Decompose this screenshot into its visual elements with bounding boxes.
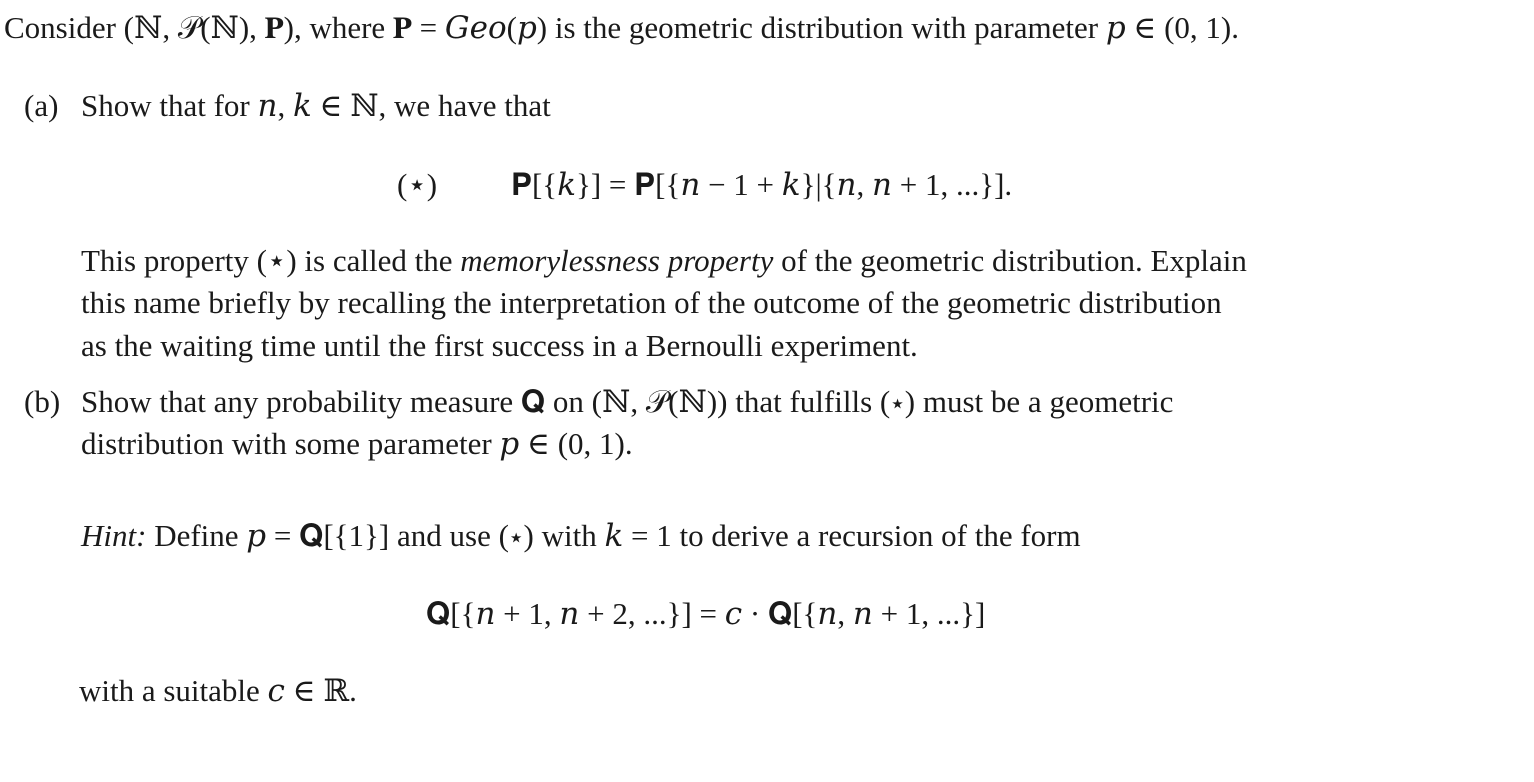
part-b-line2: distribution with some parameter 𝑝 ∈ (0, 1). xyxy=(81,426,633,461)
hint-text: Define 𝑝 = 𝐐[{1}] and use (⋆) with 𝑘 = 1 to derive a recursion of the form xyxy=(146,518,1081,553)
part-b-label: (b) xyxy=(24,384,61,419)
equation-tag: (⋆) xyxy=(397,167,438,202)
part-a-label: (a) xyxy=(24,88,59,123)
closing-line: with a suitable 𝑐 ∈ ℝ. xyxy=(79,673,357,708)
part-a-explain-line3: as the waiting time until the first success in a Bernoulli experiment. xyxy=(81,328,918,363)
explain-prefix: This property (⋆) is called the xyxy=(81,243,461,278)
explain-suffix: of the geometric distribution. Explain xyxy=(773,243,1247,278)
memorylessness-equation: 𝐏[{𝑘}] = 𝐏[{𝑛 − 1 + 𝑘}|{𝑛, 𝑛 + 1, ...}]. xyxy=(511,167,1013,202)
explain-emphasis: memorylessness property xyxy=(460,243,774,278)
part-a-explain-line2: this name briefly by recalling the interpretation of the outcome of the geometric distribution xyxy=(81,285,1222,320)
part-a-statement: Show that for 𝑛, 𝑘 ∈ ℕ, we have that xyxy=(81,88,551,123)
part-a-explain-line1 xyxy=(81,245,1247,276)
recursion-equation: 𝐐[{𝑛 + 1, 𝑛 + 2, ...}] = 𝑐 · 𝐐[{𝑛, 𝑛 + 1, ...}] xyxy=(426,596,986,631)
intro-line: Consider (ℕ, 𝒫(ℕ), 𝐏), where 𝐏 = 𝐺𝑒𝑜(𝑝) is the geometric distribution with parameter 𝑝 ∈ (0, 1). xyxy=(4,10,1240,45)
hint-label: Hint: xyxy=(81,518,147,553)
part-b-line1: Show that any probability measure 𝐐 on (ℕ, 𝒫(ℕ)) that fulfills (⋆) must be a geometric xyxy=(81,384,1174,419)
hint-line xyxy=(81,520,1081,551)
